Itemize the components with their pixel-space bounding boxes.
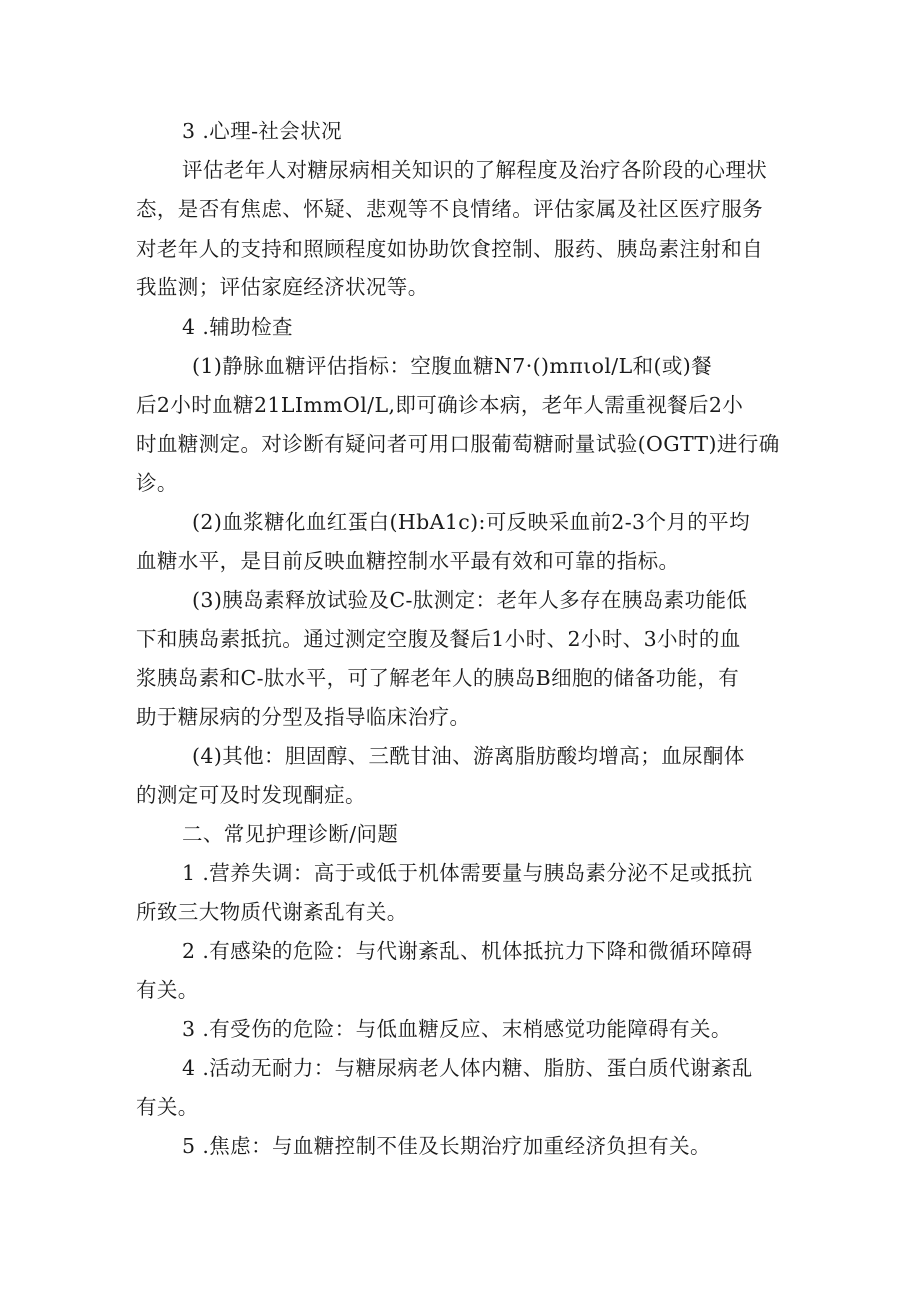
paragraph-line: 我监测；评估家庭经济状况等。 xyxy=(136,275,429,299)
paragraph-line: 态，是否有焦虑、怀疑、悲观等不良情绪。评估家属及社区医疗服务 xyxy=(136,197,763,221)
paragraph-line: 有关。 xyxy=(136,978,199,1002)
paragraph-line: 2 .有感染的危险：与代谢紊乱、机体抵抗力下降和微循环障碍 xyxy=(182,939,753,963)
paragraph-line: 对老年人的支持和照顾程度如协助饮食控制、服药、胰岛素注射和自 xyxy=(136,237,763,261)
paragraph-line: 5 .焦虑：与血糖控制不佳及长期治疗加重经济负担有关。 xyxy=(182,1134,711,1158)
paragraph-line: 血糖水平，是目前反映血糖控制水平最有效和可靠的指标。 xyxy=(136,549,680,573)
paragraph-line: 的测定可及时发现酮症。 xyxy=(136,783,366,807)
paragraph-line: 4 .活动无耐力：与糖尿病老人体内糖、脂肪、蛋白质代谢紊乱 xyxy=(182,1056,753,1080)
paragraph-line: (2)血浆糖化血红蛋白(HbA1c):可反映采血前2-3个月的平均 xyxy=(192,510,750,534)
heading-psychosocial: 3 .心理-社会状况 xyxy=(182,119,343,143)
paragraph-line: 有关。 xyxy=(136,1095,199,1119)
paragraph-line: (3)胰岛素释放试验及C-肽测定：老年人多存在胰岛素功能低 xyxy=(192,588,748,612)
paragraph-line: 1 .营养失调：高于或低于机体需要量与胰岛素分泌不足或抵抗 xyxy=(182,861,753,885)
paragraph-line: 3 .有受伤的危险：与低血糖反应、末梢感觉功能障碍有关。 xyxy=(182,1017,732,1041)
heading-auxiliary-exam: 4 .辅助检查 xyxy=(182,315,293,339)
heading-nursing-diagnosis: 二、常见护理诊断/问题 xyxy=(182,822,399,846)
paragraph-line: 诊。 xyxy=(136,471,178,495)
paragraph-line: 时血糖测定。对诊断有疑问者可用口服葡萄糖耐量试验(OGTT)进行确 xyxy=(136,432,780,456)
paragraph-line: 浆胰岛素和C-肽水平，可了解老年人的胰岛B细胞的储备功能，有 xyxy=(136,666,740,690)
paragraph-line: 下和胰岛素抵抗。通过测定空腹及餐后1小时、2小时、3小时的血 xyxy=(136,627,741,651)
paragraph-line: 后2小时血糖21LImmOl/L,即可确诊本病，老年人需重视餐后2小 xyxy=(136,393,744,417)
paragraph-line: (4)其他：胆固醇、三酰甘油、游离脂肪酸均增高；血尿酮体 xyxy=(192,744,745,768)
paragraph-line: 助于糖尿病的分型及指导临床治疗。 xyxy=(136,705,471,729)
paragraph-line: 所致三大物质代谢紊乱有关。 xyxy=(136,900,408,924)
paragraph-line: (1)静脉血糖评估指标：空腹血糖N7·()mπιol/L和(或)餐 xyxy=(192,354,713,378)
paragraph-line: 评估老年人对糖尿病相关知识的了解程度及治疗各阶段的心理状 xyxy=(182,158,768,182)
